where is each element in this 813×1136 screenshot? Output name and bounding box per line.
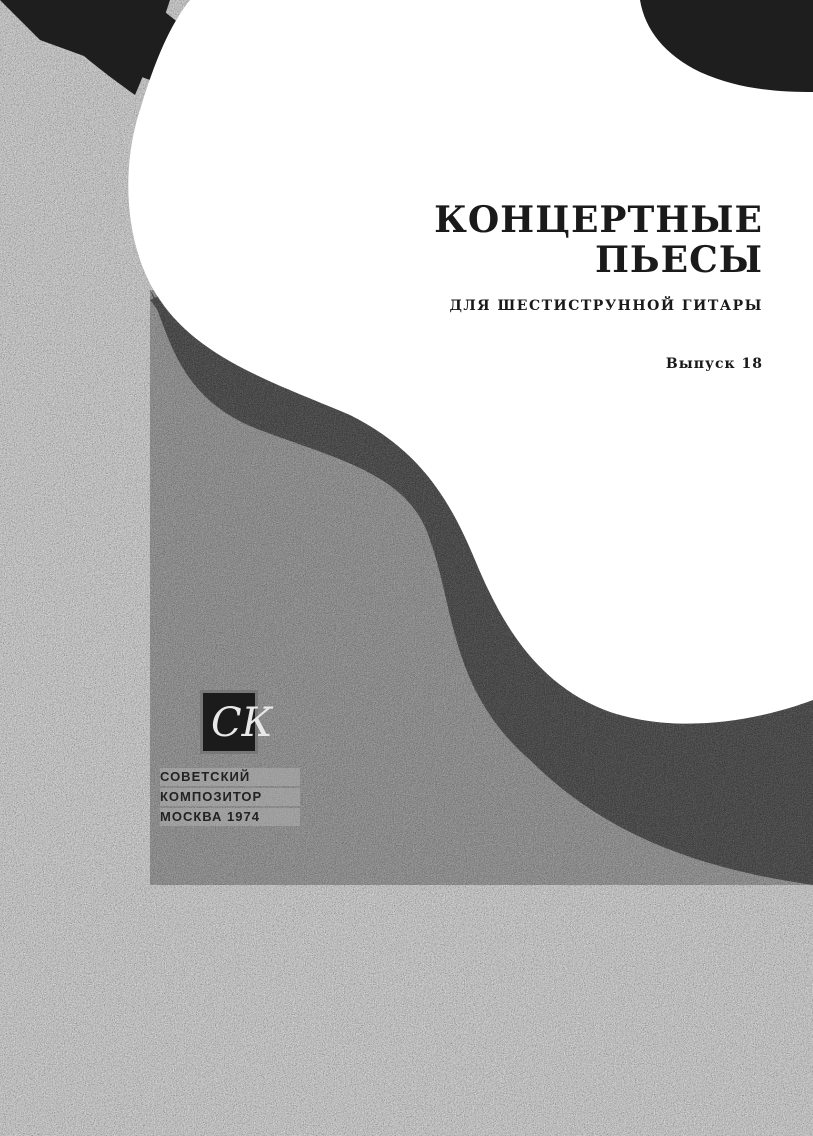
publisher-logo [200,690,273,754]
publisher-line-2: КОМПОЗИТОР [160,788,300,806]
subtitle: ДЛЯ ШЕСТИСТРУННОЙ ГИТАРЫ [449,298,763,314]
title-line-1: КОНЦЕРТНЫЕ [434,199,763,241]
publisher-logo-mark: СК [211,700,273,746]
publisher-block [160,690,300,826]
title-line-2: ПЬЕСЫ [594,239,763,281]
publisher-line-3: МОСКВА 1974 [160,808,300,826]
title-block [434,200,763,372]
issue-number: Выпуск 18 [665,356,763,372]
publisher-line-1: СОВЕТСКИЙ [160,768,300,786]
